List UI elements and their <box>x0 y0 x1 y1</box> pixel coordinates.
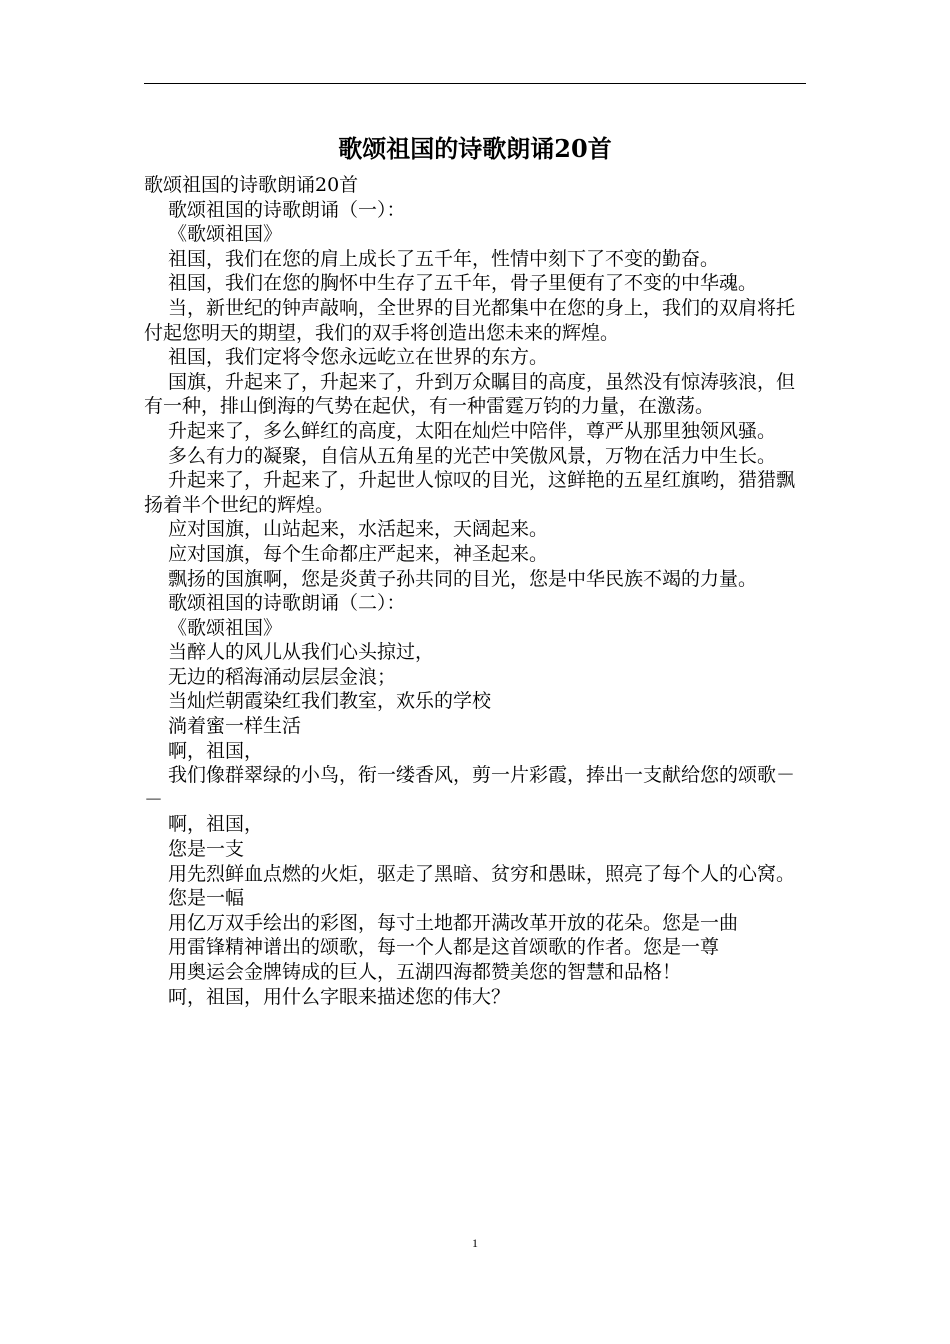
page-number: 1 <box>472 1236 478 1250</box>
paragraph: 呵，祖国，用什么字眼来描述您的伟大？ <box>168 985 511 1008</box>
paragraph: 啊，祖国， <box>168 739 264 762</box>
paragraph: 无边的稻海涌动层层金浪； <box>168 665 397 688</box>
header-rule <box>144 83 806 84</box>
paragraph: 应对国旗，山站起来，水活起来，天阔起来。 <box>168 518 549 541</box>
paragraph: 《歌颂祖国》 <box>168 223 283 246</box>
paragraph: 飘扬的国旗啊，您是炎黄子孙共同的目光，您是中华民族不竭的力量。 <box>168 567 758 590</box>
paragraph: 祖国，我们定将令您永远屹立在世界的东方。 <box>168 346 549 369</box>
paragraph: 用雷锋精神谱出的颂歌，每一个人都是这首颂歌的作者。您是一尊 <box>168 936 720 959</box>
paragraph: 多么有力的凝聚，自信从五角星的光芒中笑傲风景，万物在活力中生长。 <box>168 444 777 467</box>
paragraph: 应对国旗，每个生命都庄严起来，神圣起来。 <box>168 542 549 565</box>
paragraph: 当灿烂朝霞染红我们教室，欢乐的学校 <box>168 690 492 713</box>
paragraph: 歌颂祖国的诗歌朗诵（二）： <box>168 592 406 615</box>
paragraph: 歌颂祖国的诗歌朗诵20首 <box>144 174 359 196</box>
paragraph: 当，新世纪的钟声敲响，全世界的目光都集中在您的身上，我们的双肩将托付起您明天的期望，我们的双手将创造出您未来的辉煌。 <box>144 296 796 344</box>
paragraph: 用奥运会金牌铸成的巨人，五湖四海都赞美您的智慧和品格！ <box>168 961 682 983</box>
document-title: 歌颂祖国的诗歌朗诵20首 <box>338 134 612 163</box>
paragraph: 啊，祖国， <box>168 813 264 836</box>
paragraph: 祖国，我们在您的肩上成长了五千年，性情中刻下了不变的勤奋。 <box>168 247 720 270</box>
paragraph: 国旗，升起来了，升起来了，升到万众瞩目的高度，虽然没有惊涛骇浪，但有一种，排山倒海的气势在起伏，有一种雷霆万钧的力量，在激荡。 <box>144 370 796 418</box>
paragraph: 升起来了，多么鲜红的高度，太阳在灿烂中陪伴，尊严从那里独领风骚。 <box>168 419 777 442</box>
paragraph: 升起来了，升起来了，升起世人惊叹的目光，这鲜艳的五星红旗哟，猎猎飘扬着半个世纪的辉煌。 <box>144 469 796 516</box>
paragraph: 歌颂祖国的诗歌朗诵（一）： <box>168 198 406 221</box>
paragraph: 祖国，我们在您的胸怀中生存了五千年，骨子里便有了不变的中华魂。 <box>168 272 758 295</box>
paragraph: 您是一支 <box>168 838 245 861</box>
paragraph: 我们像群翠绿的小鸟，衔一缕香风，剪一片彩霞，捧出一支献给您的颂歌－－ <box>144 764 796 811</box>
paragraph: 当醉人的风儿从我们心头掠过， <box>168 641 435 664</box>
paragraph: 您是一幅 <box>168 887 245 910</box>
paragraph: 用亿万双手绘出的彩图，每寸土地都开满改革开放的花朵。您是一曲 <box>168 911 739 934</box>
paragraph: 《歌颂祖国》 <box>168 616 283 639</box>
paragraph: 淌着蜜一样生活 <box>168 715 302 738</box>
document-body <box>144 173 806 1009</box>
paragraph: 用先烈鲜血点燃的火炬，驱走了黑暗、贫穷和愚昧，照亮了每个人的心窝。 <box>168 862 796 885</box>
